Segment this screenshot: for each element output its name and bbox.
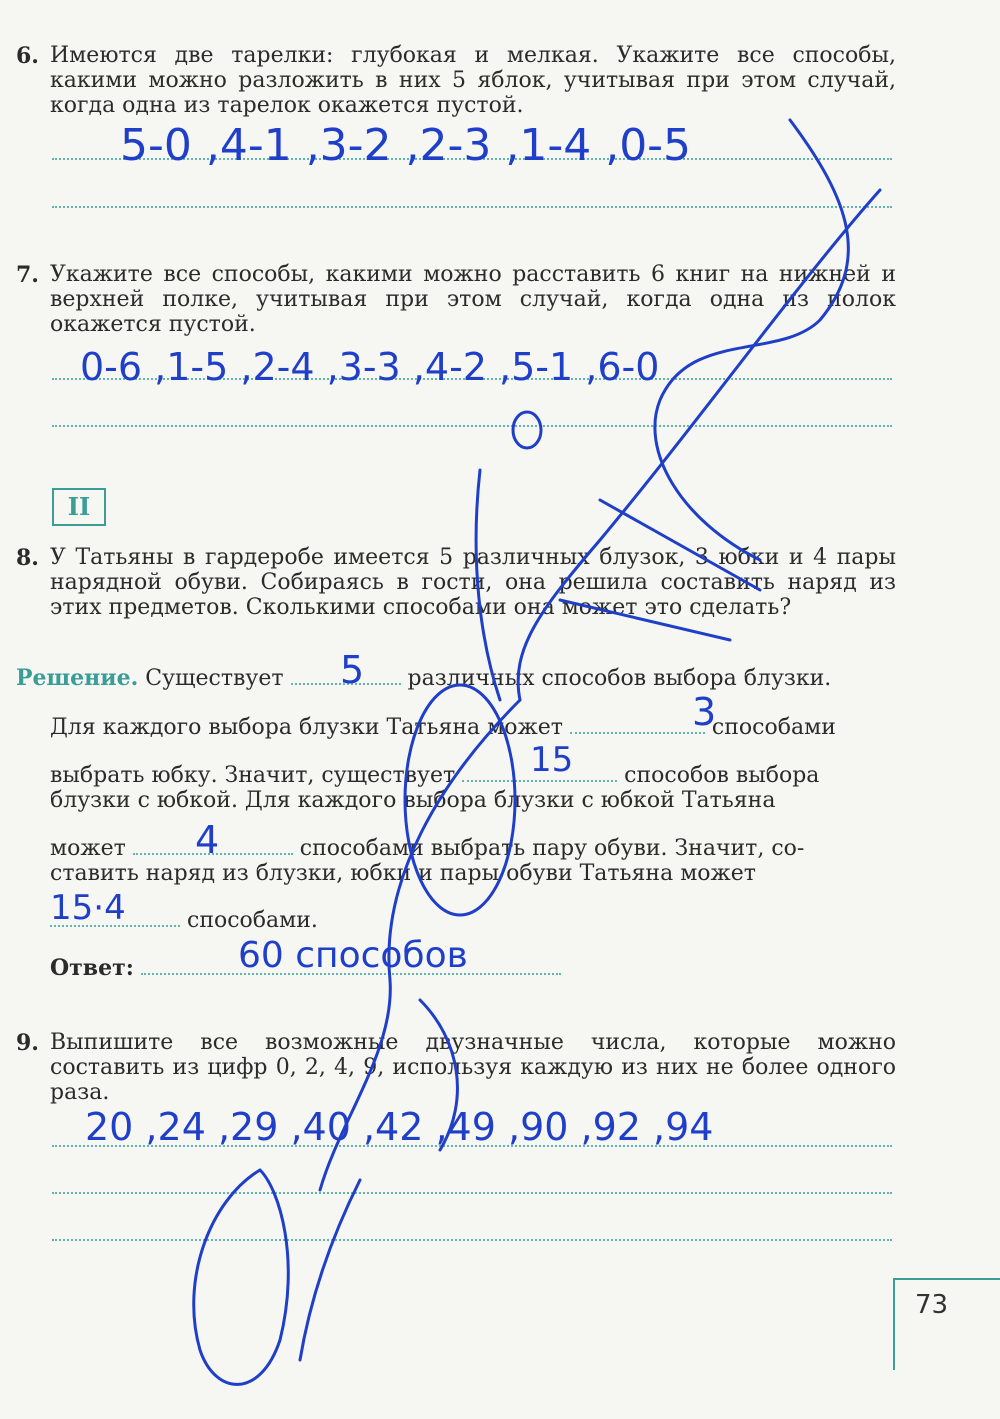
task-6-number: 6.: [16, 43, 39, 69]
solution-text: выбрать юбку. Значит, существует: [50, 763, 456, 788]
task-6-handwritten-answer: 5-0 ,4-1 ,3-2 ,2-3 ,1-4 ,0-5: [120, 120, 692, 171]
scribble-circle: [405, 685, 515, 915]
scribble-stroke: [194, 1170, 289, 1384]
page-number: 73: [915, 1290, 949, 1320]
level-badge: II: [52, 488, 106, 526]
handwritten-pairs: 15: [530, 740, 574, 780]
scribble-stroke: [320, 700, 520, 1190]
task-6-text: Имеются две тарелки: глубокая и мелкая. Укажите все способы, какими можно разложить в них 5 яблок, учитывая при этом случай, когда одна из тарелок окажется пустой.: [50, 43, 896, 118]
task-8-number: 8.: [16, 545, 39, 571]
handwritten-total: 15·4: [50, 888, 126, 928]
handwritten-answer: 60 способов: [238, 935, 468, 976]
scribble-stroke: [655, 120, 848, 560]
scribble-stroke: [518, 190, 880, 700]
task-7-text: Укажите все способы, какими можно расставить 6 книг на нижней и верхней полке, учитывая при этом случай, когда одна из полок окажется пустой.: [50, 262, 896, 337]
task-9-text: Выпишите все возможные двузначные числа, которые можно составить из цифр 0, 2, 4, 9, используя каждую из них не более одного раза.: [50, 1030, 896, 1105]
scribble-stroke: [300, 1180, 360, 1360]
handwritten-blouses: 5: [340, 648, 365, 692]
solution-text: способов выбора: [624, 763, 820, 788]
handwritten-skirts: 3: [692, 690, 717, 734]
scribble-stroke: [476, 470, 730, 700]
task-9-handwritten-answer: 20 ,24 ,29 ,40 ,42 ,49 ,90 ,92 ,94: [85, 1105, 714, 1149]
solution-text: способами выбрать пару обуви. Значит, со-: [299, 836, 805, 861]
solution-line-4: блузки с юбкой. Для каждого выбора блузки с юбкой Татьяна: [50, 788, 776, 813]
solution-text: способами.: [187, 908, 318, 933]
task-9-number: 9.: [16, 1030, 39, 1056]
solution-text: Существует: [145, 666, 284, 691]
solution-text: различных способов выбора блузки.: [407, 666, 832, 691]
scribble-circle: [513, 412, 541, 448]
task-7-handwritten-answer: 0-6 ,1-5 ,2-4 ,3-3 ,4-2 ,5-1 ,6-0: [80, 345, 660, 389]
handwritten-shoes: 4: [195, 818, 220, 862]
scribble-stroke: [420, 1000, 457, 1150]
solution-text: Для каждого выбора блузки Татьяна может: [50, 715, 563, 740]
solution-line-6: ставить наряд из блузки, юбки и пары обуви Татьяна может: [50, 861, 756, 886]
task-7-number: 7.: [16, 262, 39, 288]
solution-text: способами: [711, 715, 836, 740]
solution-label: Решение.: [16, 665, 139, 691]
task-8-text: У Татьяны в гардеробе имеется 5 различных блузок, 3 юбки и 4 пары нарядной обуви. Собираясь в гости, она решила составить наряд из этих предметов. Сколькими способами она может это сделать?: [50, 545, 896, 620]
answer-label: Ответ:: [50, 955, 134, 981]
solution-text: может: [50, 836, 126, 861]
